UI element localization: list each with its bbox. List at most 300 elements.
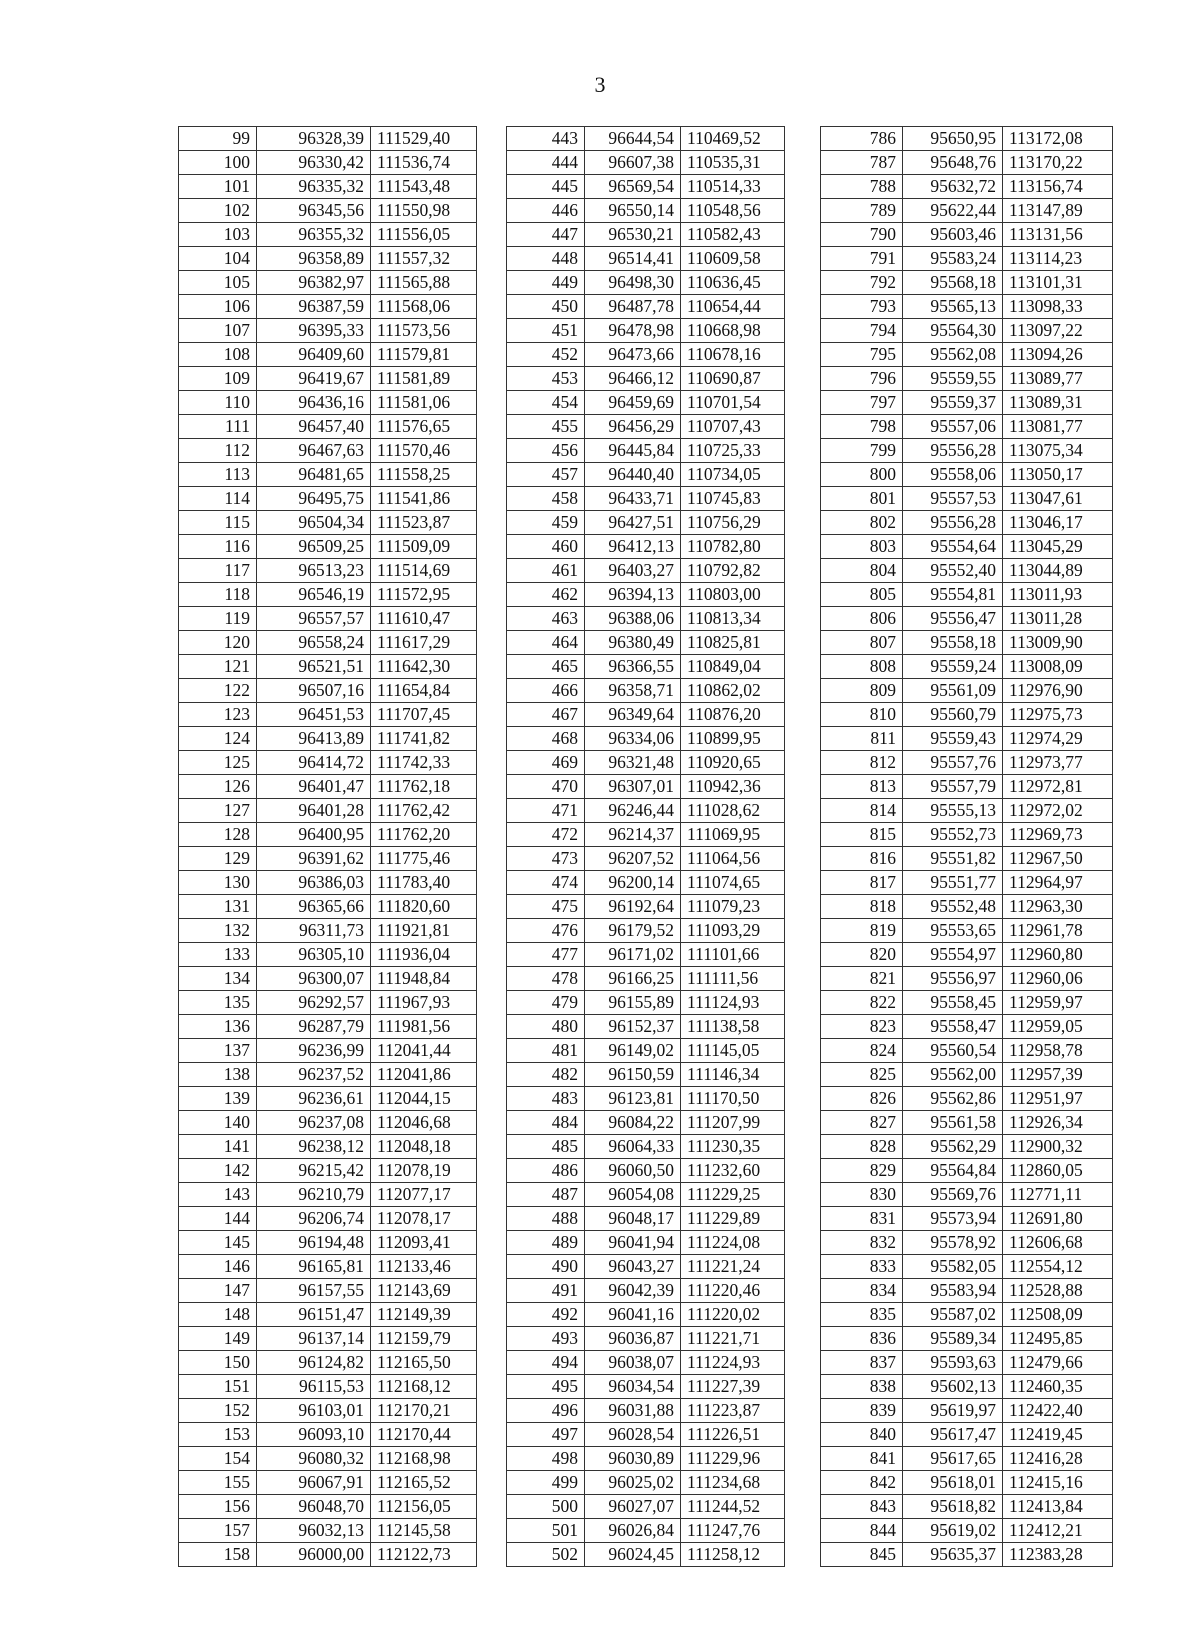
column-gap [785,631,821,655]
y-coordinate-cell: 113147,89 [1003,199,1113,223]
column-gap [477,991,507,1015]
x-coordinate-cell: 96321,48 [585,751,681,775]
y-coordinate-cell: 110792,82 [681,559,785,583]
y-coordinate-cell: 112044,15 [371,1087,477,1111]
x-coordinate-cell: 96414,72 [257,751,371,775]
column-gap [477,823,507,847]
x-coordinate-cell: 96307,01 [585,775,681,799]
table-row [179,967,1113,991]
x-coordinate-cell: 95560,54 [903,1039,1003,1063]
point-number-cell: 821 [821,967,903,991]
y-coordinate-cell: 110548,56 [681,199,785,223]
point-number-cell: 830 [821,1183,903,1207]
point-number-cell: 102 [179,199,257,223]
x-coordinate-cell: 96000,00 [257,1543,371,1567]
x-coordinate-cell: 96080,32 [257,1447,371,1471]
table-row [179,727,1113,751]
column-gap [785,1159,821,1183]
column-gap [477,1135,507,1159]
point-number-cell: 139 [179,1087,257,1111]
column-gap [477,1063,507,1087]
x-coordinate-cell: 95560,79 [903,703,1003,727]
table-row [179,1495,1113,1519]
x-coordinate-cell: 96041,94 [585,1231,681,1255]
x-coordinate-cell: 96386,03 [257,871,371,895]
point-number-cell: 456 [507,439,585,463]
column-gap [785,1351,821,1375]
y-coordinate-cell: 111207,99 [681,1111,785,1135]
x-coordinate-cell: 95556,28 [903,511,1003,535]
y-coordinate-cell: 111258,12 [681,1543,785,1567]
x-coordinate-cell: 95556,47 [903,607,1003,631]
point-number-cell: 108 [179,343,257,367]
x-coordinate-cell: 96237,08 [257,1111,371,1135]
table-row [179,463,1113,487]
point-number-cell: 158 [179,1543,257,1567]
y-coordinate-cell: 111138,58 [681,1015,785,1039]
x-coordinate-cell: 95554,97 [903,943,1003,967]
column-gap [477,679,507,703]
x-coordinate-cell: 96115,53 [257,1375,371,1399]
table-row [179,607,1113,631]
x-coordinate-cell: 96355,32 [257,223,371,247]
y-coordinate-cell: 110813,34 [681,607,785,631]
column-gap [477,775,507,799]
x-coordinate-cell: 96026,84 [585,1519,681,1543]
point-number-cell: 467 [507,703,585,727]
y-coordinate-cell: 113046,17 [1003,511,1113,535]
point-number-cell: 142 [179,1159,257,1183]
column-gap [477,1231,507,1255]
x-coordinate-cell: 95602,13 [903,1375,1003,1399]
x-coordinate-cell: 96400,95 [257,823,371,847]
point-number-cell: 500 [507,1495,585,1519]
point-number-cell: 494 [507,1351,585,1375]
x-coordinate-cell: 95573,94 [903,1207,1003,1231]
y-coordinate-cell: 110707,43 [681,415,785,439]
y-coordinate-cell: 111581,89 [371,367,477,391]
table-row [179,343,1113,367]
table-row [179,1087,1113,1111]
point-number-cell: 476 [507,919,585,943]
y-coordinate-cell: 112168,98 [371,1447,477,1471]
point-number-cell: 122 [179,679,257,703]
point-number-cell: 144 [179,1207,257,1231]
y-coordinate-cell: 112048,18 [371,1135,477,1159]
y-coordinate-cell: 112964,97 [1003,871,1113,895]
point-number-cell: 488 [507,1207,585,1231]
y-coordinate-cell: 112528,88 [1003,1279,1113,1303]
x-coordinate-cell: 96124,82 [257,1351,371,1375]
point-number-cell: 449 [507,271,585,295]
column-gap [477,391,507,415]
column-gap [785,583,821,607]
x-coordinate-cell: 96514,41 [585,247,681,271]
x-coordinate-cell: 96038,07 [585,1351,681,1375]
column-gap [785,295,821,319]
x-coordinate-cell: 96366,55 [585,655,681,679]
x-coordinate-cell: 96032,13 [257,1519,371,1543]
column-gap [477,487,507,511]
y-coordinate-cell: 111234,68 [681,1471,785,1495]
table-row [179,775,1113,799]
point-number-cell: 115 [179,511,257,535]
table-row [179,487,1113,511]
point-number-cell: 446 [507,199,585,223]
y-coordinate-cell: 112926,34 [1003,1111,1113,1135]
point-number-cell: 845 [821,1543,903,1567]
point-number-cell: 444 [507,151,585,175]
table-row [179,319,1113,343]
point-number-cell: 807 [821,631,903,655]
point-number-cell: 132 [179,919,257,943]
y-coordinate-cell: 111232,60 [681,1159,785,1183]
y-coordinate-cell: 113172,08 [1003,127,1113,151]
point-number-cell: 826 [821,1087,903,1111]
y-coordinate-cell: 110725,33 [681,439,785,463]
y-coordinate-cell: 112041,44 [371,1039,477,1063]
x-coordinate-cell: 96328,39 [257,127,371,151]
x-coordinate-cell: 95559,43 [903,727,1003,751]
x-coordinate-cell: 96048,70 [257,1495,371,1519]
x-coordinate-cell: 96521,51 [257,655,371,679]
point-number-cell: 151 [179,1375,257,1399]
y-coordinate-cell: 112170,44 [371,1423,477,1447]
point-number-cell: 120 [179,631,257,655]
y-coordinate-cell: 112975,73 [1003,703,1113,727]
y-coordinate-cell: 112960,80 [1003,943,1113,967]
point-number-cell: 815 [821,823,903,847]
point-number-cell: 829 [821,1159,903,1183]
x-coordinate-cell: 95558,45 [903,991,1003,1015]
y-coordinate-cell: 112957,39 [1003,1063,1113,1087]
point-number-cell: 497 [507,1423,585,1447]
column-gap [477,1279,507,1303]
table-row [179,919,1113,943]
point-number-cell: 137 [179,1039,257,1063]
y-coordinate-cell: 110849,04 [681,655,785,679]
point-number-cell: 448 [507,247,585,271]
x-coordinate-cell: 96498,30 [585,271,681,295]
column-gap [785,319,821,343]
table-row [179,943,1113,967]
table-row [179,1543,1113,1567]
y-coordinate-cell: 110825,81 [681,631,785,655]
column-gap [785,1303,821,1327]
column-gap [785,823,821,847]
x-coordinate-cell: 95557,53 [903,487,1003,511]
x-coordinate-cell: 96171,02 [585,943,681,967]
y-coordinate-cell: 111247,76 [681,1519,785,1543]
table-row [179,1015,1113,1039]
y-coordinate-cell: 113008,09 [1003,655,1113,679]
column-gap [477,703,507,727]
point-number-cell: 787 [821,151,903,175]
point-number-cell: 499 [507,1471,585,1495]
column-gap [785,1207,821,1231]
y-coordinate-cell: 111229,96 [681,1447,785,1471]
y-coordinate-cell: 113045,29 [1003,535,1113,559]
y-coordinate-cell: 111967,93 [371,991,477,1015]
y-coordinate-cell: 112479,66 [1003,1351,1113,1375]
point-number-cell: 493 [507,1327,585,1351]
column-gap [785,1543,821,1567]
y-coordinate-cell: 111170,50 [681,1087,785,1111]
y-coordinate-cell: 110734,05 [681,463,785,487]
y-coordinate-cell: 111111,56 [681,967,785,991]
column-gap [477,1183,507,1207]
y-coordinate-cell: 111226,51 [681,1423,785,1447]
table-row [179,175,1113,199]
point-number-cell: 113 [179,463,257,487]
point-number-cell: 841 [821,1447,903,1471]
x-coordinate-cell: 96478,98 [585,319,681,343]
x-coordinate-cell: 96166,25 [585,967,681,991]
column-gap [785,1231,821,1255]
y-coordinate-cell: 111064,56 [681,847,785,871]
column-gap [785,1399,821,1423]
y-coordinate-cell: 113081,77 [1003,415,1113,439]
x-coordinate-cell: 96388,06 [585,607,681,631]
x-coordinate-cell: 95558,47 [903,1015,1003,1039]
point-number-cell: 101 [179,175,257,199]
y-coordinate-cell: 111229,89 [681,1207,785,1231]
point-number-cell: 112 [179,439,257,463]
x-coordinate-cell: 96311,73 [257,919,371,943]
y-coordinate-cell: 112133,46 [371,1255,477,1279]
x-coordinate-cell: 96365,66 [257,895,371,919]
x-coordinate-cell: 96557,57 [257,607,371,631]
point-number-cell: 473 [507,847,585,871]
x-coordinate-cell: 96064,33 [585,1135,681,1159]
column-gap [785,247,821,271]
table-row [179,223,1113,247]
table-row [179,1231,1113,1255]
point-number-cell: 837 [821,1351,903,1375]
y-coordinate-cell: 111936,04 [371,943,477,967]
column-gap [477,1111,507,1135]
column-gap [785,511,821,535]
y-coordinate-cell: 110803,00 [681,583,785,607]
y-coordinate-cell: 112508,09 [1003,1303,1113,1327]
y-coordinate-cell: 112771,11 [1003,1183,1113,1207]
point-number-cell: 121 [179,655,257,679]
point-number-cell: 487 [507,1183,585,1207]
column-gap [477,1255,507,1279]
x-coordinate-cell: 95557,79 [903,775,1003,799]
x-coordinate-cell: 95622,44 [903,199,1003,223]
column-gap [785,1087,821,1111]
x-coordinate-cell: 96152,37 [585,1015,681,1039]
y-coordinate-cell: 112419,45 [1003,1423,1113,1447]
column-gap [785,967,821,991]
column-gap [477,151,507,175]
x-coordinate-cell: 96513,23 [257,559,371,583]
y-coordinate-cell: 111568,06 [371,295,477,319]
point-number-cell: 153 [179,1423,257,1447]
y-coordinate-cell: 111948,84 [371,967,477,991]
y-coordinate-cell: 113089,77 [1003,367,1113,391]
x-coordinate-cell: 96436,16 [257,391,371,415]
x-coordinate-cell: 96457,40 [257,415,371,439]
column-gap [477,247,507,271]
table-row [179,895,1113,919]
x-coordinate-cell: 96391,62 [257,847,371,871]
y-coordinate-cell: 112958,78 [1003,1039,1113,1063]
column-gap [477,1303,507,1327]
point-number-cell: 136 [179,1015,257,1039]
y-coordinate-cell: 111146,34 [681,1063,785,1087]
y-coordinate-cell: 113097,22 [1003,319,1113,343]
point-number-cell: 123 [179,703,257,727]
y-coordinate-cell: 113009,90 [1003,631,1113,655]
point-number-cell: 138 [179,1063,257,1087]
column-gap [477,535,507,559]
point-number-cell: 145 [179,1231,257,1255]
point-number-cell: 833 [821,1255,903,1279]
point-number-cell: 475 [507,895,585,919]
point-number-cell: 124 [179,727,257,751]
y-coordinate-cell: 111579,81 [371,343,477,367]
point-number-cell: 443 [507,127,585,151]
point-number-cell: 786 [821,127,903,151]
y-coordinate-cell: 111565,88 [371,271,477,295]
y-coordinate-cell: 112860,05 [1003,1159,1113,1183]
y-coordinate-cell: 113044,89 [1003,559,1113,583]
x-coordinate-cell: 95617,47 [903,1423,1003,1447]
table-row [179,1447,1113,1471]
point-number-cell: 819 [821,919,903,943]
point-number-cell: 109 [179,367,257,391]
column-gap [785,655,821,679]
y-coordinate-cell: 112961,78 [1003,919,1113,943]
x-coordinate-cell: 95618,01 [903,1471,1003,1495]
point-number-cell: 468 [507,727,585,751]
point-number-cell: 130 [179,871,257,895]
table-row [179,295,1113,319]
y-coordinate-cell: 111220,46 [681,1279,785,1303]
x-coordinate-cell: 96041,16 [585,1303,681,1327]
point-number-cell: 812 [821,751,903,775]
x-coordinate-cell: 95559,24 [903,655,1003,679]
point-number-cell: 134 [179,967,257,991]
y-coordinate-cell: 111145,05 [681,1039,785,1063]
column-gap [785,1495,821,1519]
column-gap [477,415,507,439]
y-coordinate-cell: 113101,31 [1003,271,1113,295]
y-coordinate-cell: 111124,93 [681,991,785,1015]
table-row [179,127,1113,151]
point-number-cell: 835 [821,1303,903,1327]
point-number-cell: 828 [821,1135,903,1159]
column-gap [785,391,821,415]
x-coordinate-cell: 95552,40 [903,559,1003,583]
x-coordinate-cell: 95589,34 [903,1327,1003,1351]
point-number-cell: 484 [507,1111,585,1135]
x-coordinate-cell: 96027,07 [585,1495,681,1519]
point-number-cell: 789 [821,199,903,223]
point-number-cell: 495 [507,1375,585,1399]
point-number-cell: 455 [507,415,585,439]
point-number-cell: 801 [821,487,903,511]
column-gap [785,463,821,487]
x-coordinate-cell: 95583,24 [903,247,1003,271]
column-gap [477,1423,507,1447]
point-number-cell: 817 [821,871,903,895]
column-gap [785,1447,821,1471]
point-number-cell: 480 [507,1015,585,1039]
y-coordinate-cell: 111775,46 [371,847,477,871]
x-coordinate-cell: 96024,45 [585,1543,681,1567]
column-gap [785,895,821,919]
x-coordinate-cell: 96155,89 [585,991,681,1015]
x-coordinate-cell: 96149,02 [585,1039,681,1063]
x-coordinate-cell: 96031,88 [585,1399,681,1423]
column-gap [477,895,507,919]
point-number-cell: 106 [179,295,257,319]
x-coordinate-cell: 96401,47 [257,775,371,799]
point-number-cell: 802 [821,511,903,535]
point-number-cell: 832 [821,1231,903,1255]
table-row [179,391,1113,415]
column-gap [785,127,821,151]
column-gap [785,799,821,823]
x-coordinate-cell: 96546,19 [257,583,371,607]
y-coordinate-cell: 112093,41 [371,1231,477,1255]
point-number-cell: 793 [821,295,903,319]
column-gap [785,415,821,439]
x-coordinate-cell: 96459,69 [585,391,681,415]
y-coordinate-cell: 112077,17 [371,1183,477,1207]
y-coordinate-cell: 113011,93 [1003,583,1113,607]
x-coordinate-cell: 95554,81 [903,583,1003,607]
point-number-cell: 808 [821,655,903,679]
point-number-cell: 105 [179,271,257,295]
y-coordinate-cell: 111224,93 [681,1351,785,1375]
x-coordinate-cell: 95561,09 [903,679,1003,703]
x-coordinate-cell: 96300,07 [257,967,371,991]
point-number-cell: 805 [821,583,903,607]
table-row [179,1303,1113,1327]
point-number-cell: 133 [179,943,257,967]
x-coordinate-cell: 96558,24 [257,631,371,655]
point-number-cell: 790 [821,223,903,247]
x-coordinate-cell: 96395,33 [257,319,371,343]
column-gap [477,559,507,583]
y-coordinate-cell: 112168,12 [371,1375,477,1399]
table-row [179,1111,1113,1135]
x-coordinate-cell: 96179,52 [585,919,681,943]
point-number-cell: 450 [507,295,585,319]
y-coordinate-cell: 112959,05 [1003,1015,1113,1039]
column-gap [477,511,507,535]
x-coordinate-cell: 96456,29 [585,415,681,439]
x-coordinate-cell: 96060,50 [585,1159,681,1183]
column-gap [477,1543,507,1567]
y-coordinate-cell: 112416,28 [1003,1447,1113,1471]
y-coordinate-cell: 111028,62 [681,799,785,823]
y-coordinate-cell: 112078,19 [371,1159,477,1183]
y-coordinate-cell: 112041,86 [371,1063,477,1087]
x-coordinate-cell: 96507,16 [257,679,371,703]
x-coordinate-cell: 96034,54 [585,1375,681,1399]
x-coordinate-cell: 95559,55 [903,367,1003,391]
point-number-cell: 457 [507,463,585,487]
y-coordinate-cell: 111543,48 [371,175,477,199]
y-coordinate-cell: 111921,81 [371,919,477,943]
y-coordinate-cell: 110636,45 [681,271,785,295]
column-gap [785,1375,821,1399]
